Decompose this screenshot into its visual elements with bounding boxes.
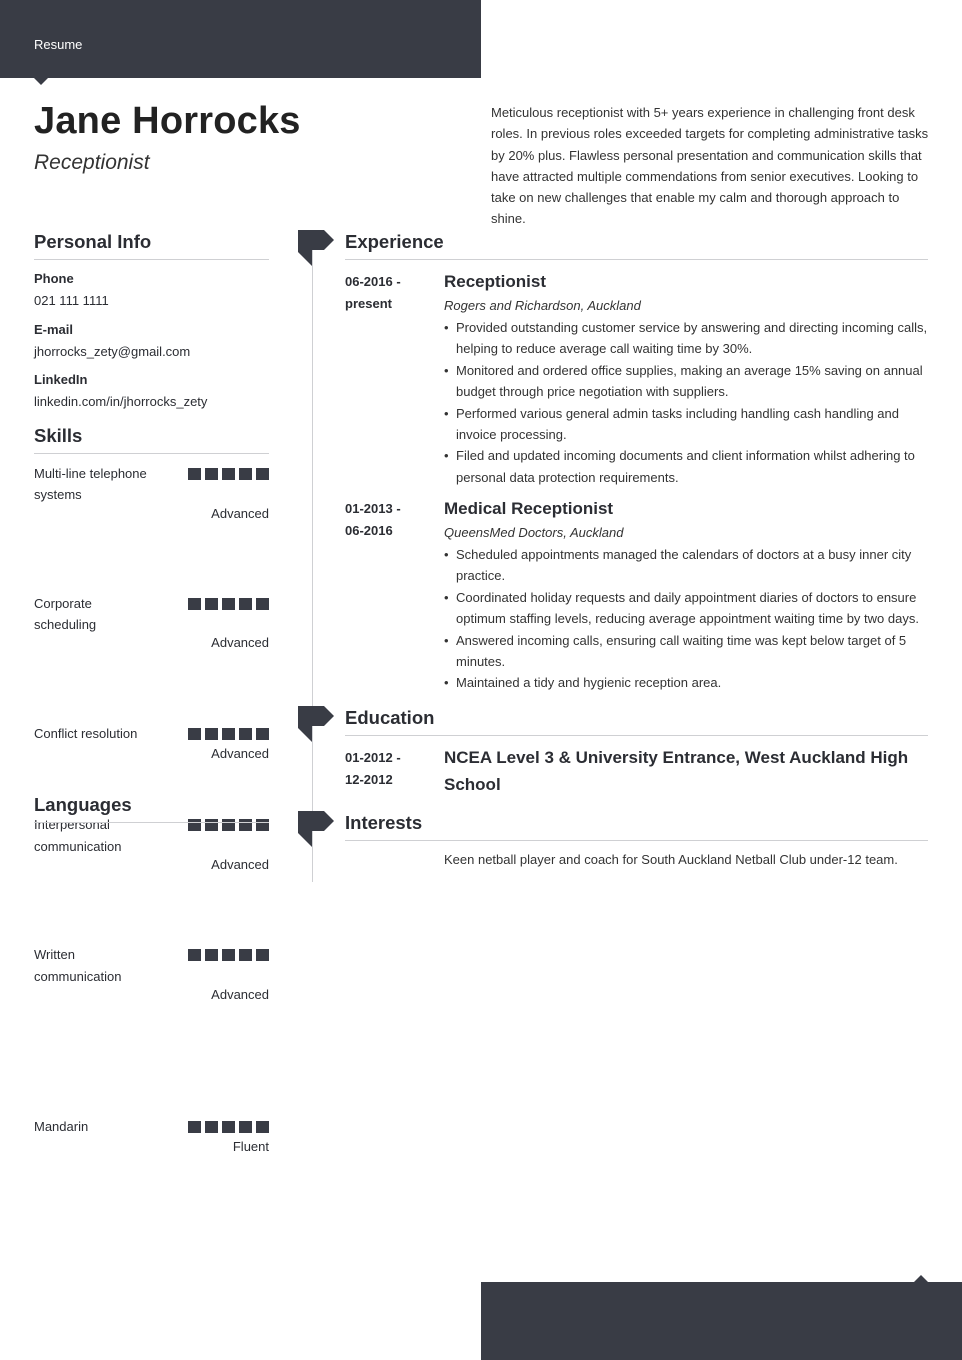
linkedin-block [34,372,269,409]
skill-name: Multi-line telephone systems [34,466,147,503]
skill-level: Advanced [211,505,269,521]
education-heading: Education [345,707,928,736]
rating-dot [188,468,201,480]
skill-name: Written communication [34,947,122,984]
job-date-start: 01-2013 - [345,501,401,516]
skill-item [34,463,269,524]
experience-heading: Experience [345,231,928,260]
rating-dot [256,468,269,480]
job-bullet: • Performed various general admin tasks including handling cash handling and invoice processing. [444,403,928,446]
interests-text: Keen netball player and coach for South Auckland Netball Club under-12 team. [444,852,898,867]
email-label: E-mail [34,322,74,337]
skill-rating [188,949,269,961]
skill-name: Corporate scheduling [34,595,97,633]
rating-dot [256,1121,269,1133]
rating-dot [205,468,218,480]
job-bullets [444,317,928,488]
job-title: Medical Receptionist [444,499,614,518]
phone-block [34,271,269,308]
rating-dot [256,949,269,961]
footer-band [481,1282,962,1360]
skill-name: Conflict resolution [34,725,138,741]
job-bullet: • Monitored and ordered office supplies, making an average 15% saving on annual budget through price negotiation with suppliers. [444,360,928,403]
skill-rating [188,728,269,740]
skill-item [34,593,269,654]
job-company: Rogers and Richardson, Auckland [444,298,641,313]
job-company: QueensMed Doctors, Auckland [444,525,624,540]
skill-rating [188,468,269,480]
skill-item [34,723,269,765]
job-bullet: • Scheduled appointments managed the calendars of doctors at a busy inner city practice. [444,544,928,587]
rating-dot [188,728,201,740]
rating-dot [222,598,235,610]
email-block [34,322,269,359]
skill-level: Advanced [211,856,269,872]
personal-info-heading: Personal Info [34,231,269,260]
rating-dot [239,598,252,610]
job-bullet: • Provided outstanding customer service by answering and directing incoming calls, helping to reduce average call waiting time by 30%. [444,317,928,360]
timeline-line [312,240,313,882]
education-date-start: 01-2012 - [345,750,401,765]
job-entry [444,271,928,488]
education-date [345,747,425,790]
skill-item [34,944,269,1005]
job-bullet: • Filed and updated incoming documents and client information whilst adhering to personal data protection requirements. [444,445,928,488]
skills-heading: Skills [34,425,269,454]
job-bullet: • Coordinated holiday requests and daily appointment diaries of doctors to ensure optimum staffing levels, reducing average appointment waiting time by two days. [444,587,928,630]
skills-section [34,425,269,454]
job-title: Receptionist [444,272,547,291]
rating-dot [205,728,218,740]
personal-info-section [34,231,269,260]
summary: Meticulous receptionist with 5+ years experience in challenging front desk roles. In previous roles exceeded targets for completing administrative tasks by 20% plus. Flawless personal presentation and communication skills that have attracted multiple commendations from senior executives. Looking to take on new challenges that enable my calm and thorough approach to shine. [491,105,929,227]
job-bullet: • Maintained a tidy and hygienic reception area. [444,672,928,693]
linkedin-value: linkedin.com/in/jhorrocks_zety [34,394,208,409]
languages-section [34,794,269,823]
skill-level: Advanced [211,746,269,762]
header-notch [33,77,49,85]
job-bullets [444,544,928,694]
header-band [0,0,481,78]
rating-dot [239,1121,252,1133]
flag-icon [298,230,334,266]
education-date-end: 12-2012 [345,771,393,787]
rating-dot [205,949,218,961]
language-level: Fluent [232,1139,269,1155]
rating-dot [205,598,218,610]
rating-dot [205,1121,218,1133]
skill-level: Advanced [211,986,269,1002]
education-title: NCEA Level 3 & University Entrance, West Auckland High School [444,748,909,794]
rating-dot [222,728,235,740]
rating-dot [222,949,235,961]
rating-dot [239,728,252,740]
email-value: jhorrocks_zety@gmail.com [34,344,191,359]
job-bullet: • Answered incoming calls, ensuring call waiting time was kept below target of 5 minutes. [444,630,928,673]
job-date-end: present [345,295,392,311]
job-date-end: 06-2016 [345,522,393,538]
language-rating [188,1121,269,1133]
education-entry [444,744,928,798]
phone-label: Phone [34,271,74,286]
skill-item [34,814,269,875]
rating-dot [256,728,269,740]
rating-dot [239,468,252,480]
skill-level: Advanced [211,635,269,651]
job-date [345,498,425,541]
languages-heading: Languages [34,794,269,823]
resume-label: Resume [34,37,83,52]
person-title: Receptionist [34,151,150,174]
language-name: Mandarin [34,1119,89,1135]
person-name: Jane Horrocks [34,100,301,142]
language-item [34,1116,269,1158]
flag-icon [298,706,334,742]
flag-icon [298,811,334,847]
footer-notch [913,1275,929,1283]
rating-dot [239,949,252,961]
interests-heading: Interests [345,812,928,841]
rating-dot [222,468,235,480]
linkedin-label: LinkedIn [34,372,88,387]
job-entry [444,498,928,694]
job-date [345,271,425,314]
skill-rating [188,598,269,610]
rating-dot [188,949,201,961]
phone-value: 021 111 1111 [34,293,109,308]
rating-dot [188,1121,201,1133]
skill-name: Interpersonal communication [34,817,122,854]
rating-dot [188,598,201,610]
rating-dot [256,598,269,610]
rating-dot [222,1121,235,1133]
job-date-start: 06-2016 - [345,274,401,289]
